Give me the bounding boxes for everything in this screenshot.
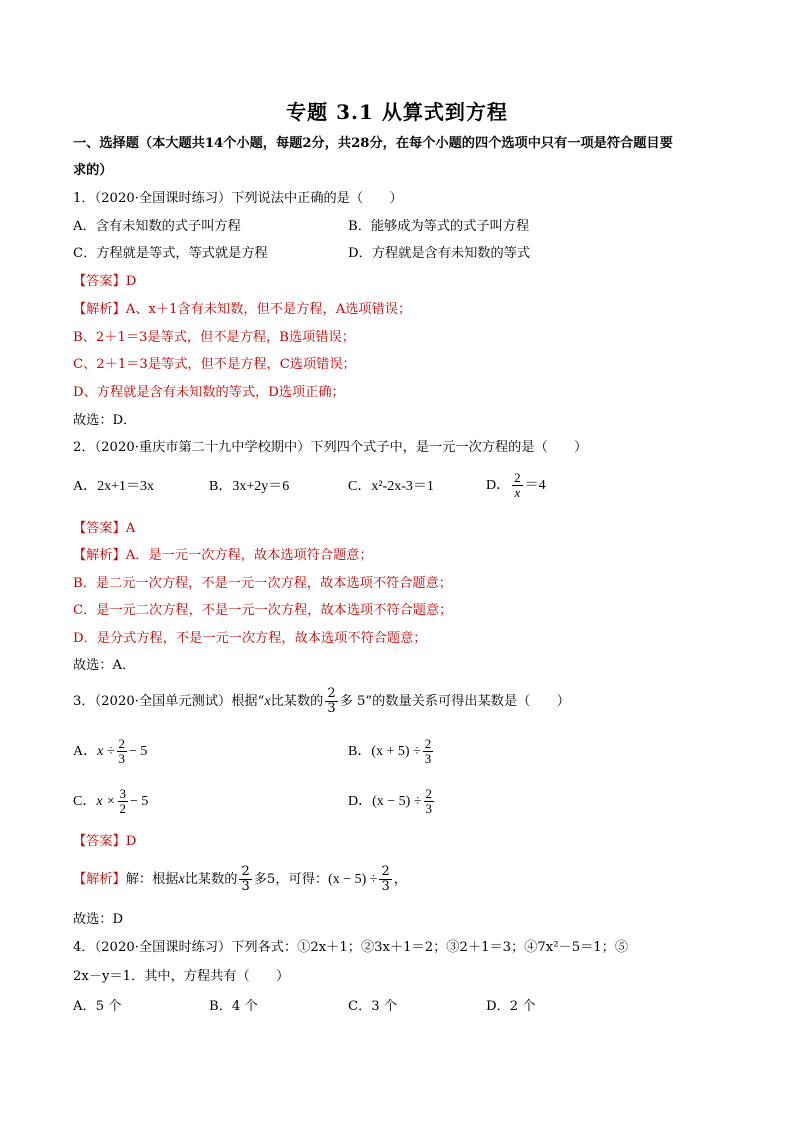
denominator: x [514,485,521,501]
page-title: 专题 3.1 从算式到方程 [286,100,508,124]
q1-option-d: D．方程就是含有未知数的等式 [348,246,531,261]
fraction: $\frac{2}{3}$ [327,686,336,716]
analysis-label: 【解析】 [73,302,126,317]
q3-option-a: A．x ÷ $\frac{2}{3}$ − 5 [73,736,148,767]
q1-option-a: A．含有未知数的式子叫方程 [73,219,241,234]
q3-stem [73,684,570,720]
q1-analysis-2: B、2＋1＝3是等式，但不是方程，B选项错误； [73,330,355,345]
q4-stem-1: 4．（2020·全国课时练习）下列各式：①2x＋1；②3x＋1＝2；③2＋1＝3；④7x²－5＝1；⑤ [73,940,629,955]
q3-option-d: D．(x − 5) ÷ $\frac{2}{3}$ [348,786,433,817]
q2-conclusion: 故选：A． [73,658,136,673]
analysis-text: A、x＋1含有未知数，但不是方程，A选项错误； [125,302,412,317]
q3-option-c: C．x × $\frac{3}{2}$ − 5 [73,786,149,817]
analysis-label: 【解析】 [73,872,126,887]
q3-conclusion: 故选：D [73,912,124,927]
q2-analysis-2: B．是二元一次方程，不是一元一次方程，故本选项不符合题意； [73,576,452,591]
q1-conclusion: 故选：D． [73,413,137,428]
answer-label: 【答案】 [73,834,126,849]
q1-answer [73,272,136,292]
variable-x: x [264,694,271,709]
q2-analysis-4: D．是分式方程，不是一元一次方程，故本选项不符合题意； [73,631,427,646]
q4-option-a: A．5 个 [73,999,122,1014]
q2-option-b: B．3x+2y＝6 [209,479,290,494]
answer-value: D [125,834,137,849]
numerator: 2 [514,470,521,486]
option-suffix: ＝4 [524,478,546,493]
q2-answer [73,519,135,539]
analysis-label: 【解析】 [73,548,126,563]
q2-option-a: A．2x+1＝3x [73,479,155,494]
q1-analysis-3: C、2＋1＝3是等式，但不是方程，C选项错误； [73,357,356,372]
q4-option-d: D．2 个 [486,999,536,1014]
q1-stem: 1．（2020·全国课时练习）下列说法中正确的是（ ） [73,191,403,206]
q1-option-b: B．能够成为等式的式子叫方程 [348,219,530,234]
stem-text: 3．（2020·全国单元测试）根据“ [73,694,265,709]
stem-text: 多 5”的数量关系可得出某数是（ ） [339,694,570,709]
q2-analysis-3: C．是一元二次方程，不是一元一次方程，故本选项不符合题意； [73,603,453,618]
section-heading: 一、选择题（本大题共14个小题，每题2分，共28分，在每个小题的四个选项中只有一项是符合题目要 [73,136,673,151]
fraction: $\frac{2}{3}$ [241,864,250,894]
fraction: $\frac{2}{3}$ [381,864,390,894]
fraction: $\frac{2}{3}$ [425,786,433,817]
stem-text: 比某数的 [270,694,324,709]
q2-option-c: C．x²-2x-3＝1 [348,479,434,494]
q2-stem: 2．（2020·重庆市第二十九中学校期中）下列四个式子中，是一元一次方程的是（ ） [73,440,588,455]
fraction: $\frac{2}{3}$ [118,736,126,767]
q4-option-c: C．3 个 [348,999,398,1014]
q4-option-b: B．4 个 [209,999,258,1014]
analysis-text: A．是一元一次方程，故本选项符合题意； [125,548,373,563]
answer-value: D [125,274,137,289]
fraction: $\frac{3}{2}$ [119,786,127,817]
q2-analysis-1 [73,546,373,566]
answer-label: 【答案】 [73,521,126,536]
q3-option-b: B．(x + 5) ÷ $\frac{2}{3}$ [348,736,432,767]
q4-stem-2: 2x－y＝1．其中，方程共有（ ） [73,969,290,984]
q1-analysis-1 [73,300,411,320]
q3-answer [73,832,136,852]
answer-value: A [125,521,136,536]
q3-analysis: 【解析】解：根据x比某数的 $\frac{2}{3}$ 多5，可得：(x − 5) ÷ $\frac{2}{3}$ ， [73,864,407,894]
q1-analysis-4: D、方程就是含有未知数的等式，D选项正确； [73,385,345,400]
option-prefix: D． [486,478,511,493]
fraction [512,471,523,500]
section-heading-continued: 求的） [73,163,113,178]
answer-label: 【答案】 [73,274,126,289]
q1-option-c: C．方程就是等式，等式就是方程 [73,246,268,261]
fraction: $\frac{2}{3}$ [424,736,432,767]
q2-option-d [486,466,546,506]
